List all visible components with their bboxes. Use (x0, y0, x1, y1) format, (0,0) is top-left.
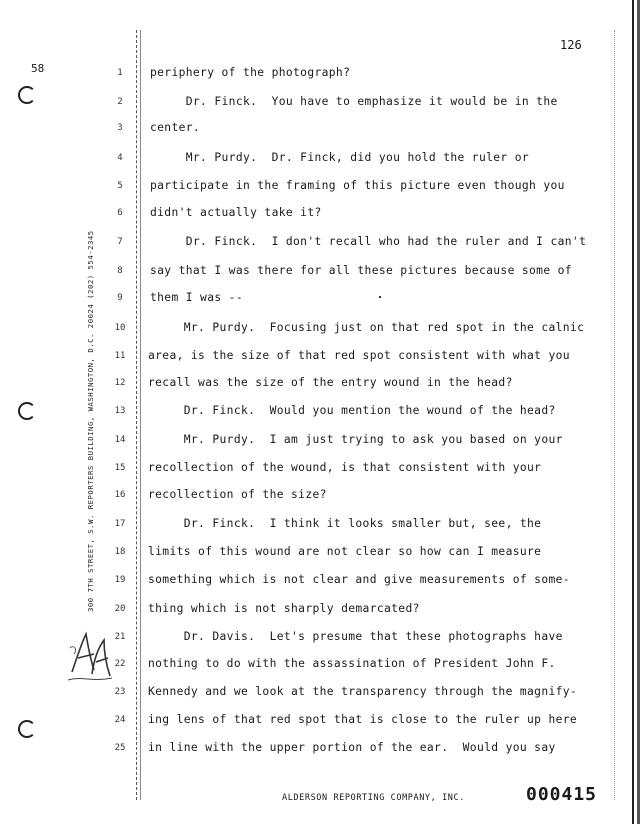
line-number: 1 (117, 68, 123, 78)
line-number: 7 (117, 237, 123, 247)
line-number: 25 (114, 743, 126, 753)
line-number: 20 (114, 604, 126, 614)
left-page-number: 58 (31, 62, 45, 75)
transcript-line: thing which is not sharply demarcated? (148, 602, 420, 615)
transcript-line: Mr. Purdy. Focusing just on that red spot in the calnic (148, 321, 585, 334)
line-number: 2 (117, 97, 123, 107)
speck (379, 296, 381, 298)
line-number: 14 (114, 435, 126, 445)
line-number: 6 (117, 208, 123, 218)
page-number: 126 (560, 38, 582, 52)
transcript-line: something which is not clear and give measurements of some- (148, 573, 570, 586)
punch-hole-icon (18, 720, 36, 738)
line-number: 13 (114, 406, 126, 416)
transcript-line: say that I was there for all these pictures because some of (150, 264, 572, 277)
transcript-line: area, is the size of that red spot consistent with what you (148, 349, 570, 362)
footer-company: ALDERSON REPORTING COMPANY, INC. (282, 793, 465, 803)
line-number: 8 (117, 266, 123, 276)
handwritten-initials-stamp (64, 624, 116, 686)
transcript-line: Mr. Purdy. I am just trying to ask you based on your (148, 433, 563, 446)
transcript-line: recollection of the wound, is that consistent with your (148, 461, 542, 474)
transcript-line: limits of this wound are not clear so how can I measure (148, 545, 542, 558)
line-number: 9 (117, 293, 123, 303)
line-number: 22 (114, 659, 126, 669)
transcript-line: Dr. Finck. I don't recall who had the ruler and I can't (150, 235, 587, 248)
transcript-line: recollection of the size? (148, 488, 327, 501)
line-number: 4 (117, 153, 123, 163)
line-number: 21 (114, 632, 126, 642)
left-margin-rule (136, 30, 138, 800)
reporter-address: 300 7TH STREET, S.W. REPORTERS BUILDING, WASHINGTON, D.C. 20024 (202) 554-2345 (86, 230, 95, 612)
line-number: 10 (114, 323, 126, 333)
transcript-line: didn't actually take it? (150, 206, 322, 219)
transcript-line: Kennedy and we look at the transparency through the magnify- (148, 685, 578, 698)
transcript-line: in line with the upper portion of the ear. Would you say (148, 741, 556, 754)
transcript-line: them I was -- (150, 291, 243, 304)
transcript-line: recall was the size of the entry wound in the head? (148, 376, 513, 389)
line-number: 24 (114, 715, 126, 725)
line-number: 23 (114, 687, 126, 697)
transcript-line: periphery of the photograph? (150, 66, 351, 79)
line-number: 12 (114, 378, 126, 388)
line-number: 17 (114, 519, 126, 529)
transcript-line: Dr. Davis. Let's presume that these photographs have (148, 630, 563, 643)
right-margin-rule (614, 30, 616, 800)
line-number: 11 (114, 351, 126, 361)
page-edge (632, 0, 634, 824)
line-number: 15 (114, 463, 126, 473)
line-number: 16 (114, 490, 126, 500)
transcript-line: Dr. Finck. You have to emphasize it would be in the (150, 95, 558, 108)
line-number: 19 (114, 575, 126, 585)
transcript-line: participate in the framing of this picture even though you (150, 179, 565, 192)
transcript-line: center. (150, 121, 201, 134)
line-number: 5 (117, 181, 123, 191)
line-number: 18 (114, 547, 126, 557)
transcript-line: Dr. Finck. I think it looks smaller but, see, the (148, 517, 542, 530)
left-margin-rule-inner (140, 30, 142, 800)
punch-hole-icon (18, 402, 36, 420)
transcript-line: nothing to do with the assassination of President John F. (148, 657, 556, 670)
line-number: 3 (117, 123, 123, 133)
transcript-line: Mr. Purdy. Dr. Finck, did you hold the ruler or (150, 151, 530, 164)
transcript-line: ing lens of that red spot that is close to the ruler up here (148, 713, 578, 726)
transcript-line: Dr. Finck. Would you mention the wound of the head? (148, 404, 556, 417)
punch-hole-icon (18, 86, 36, 104)
bates-number: 000415 (526, 784, 598, 805)
